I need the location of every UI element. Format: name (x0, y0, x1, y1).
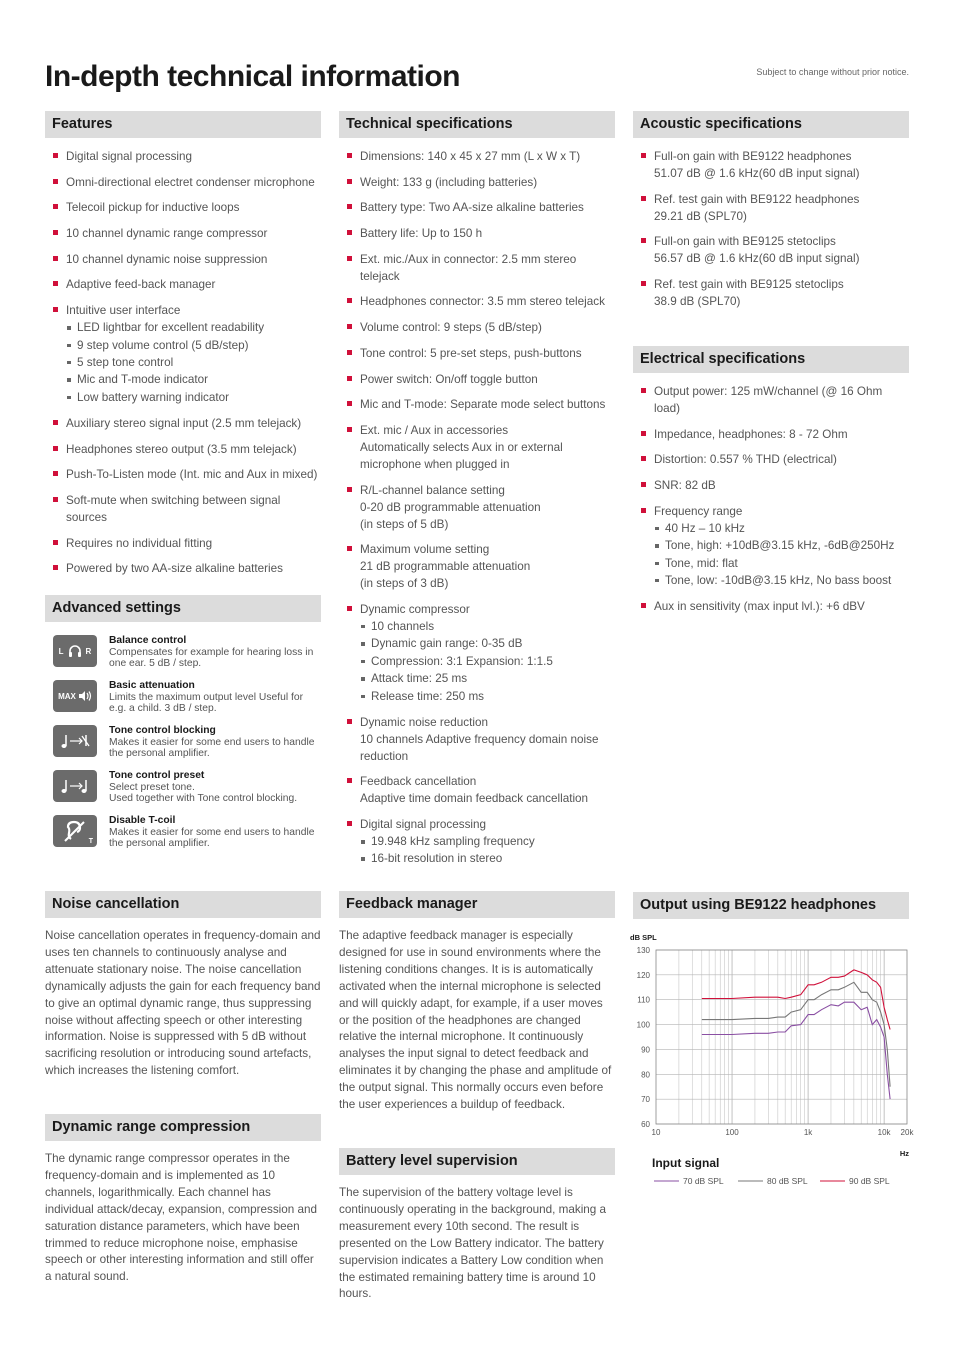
adv-item-attenuation (45, 680, 321, 725)
list-item: Digital signal processing (45, 148, 321, 165)
y-tick-label: 110 (637, 995, 650, 1005)
list-item-label: Intuitive user interface (66, 304, 181, 318)
adv-item-tone-preset (45, 770, 321, 815)
x-tick-label: 10k (877, 1128, 891, 1137)
list-item: SNR: 82 dB (633, 477, 909, 494)
list-item (339, 816, 615, 868)
list-item: Distortion: 0.557 % THD (electrical) (633, 451, 909, 468)
sub-item: 5 step tone control (66, 354, 321, 371)
sub-item: Release time: 250 ms (360, 688, 615, 705)
electrical-heading: Electrical specifications (633, 346, 909, 373)
technical-list (339, 148, 615, 868)
adv-title: Tone control preset (109, 770, 205, 781)
feedback-section (339, 891, 615, 1114)
battery-text: The supervision of the battery voltage level is continuously operating in the background, making a measurement every 10th second. The result is presented on the Low Battery indicator. The battery supervision indicates a Battery Low condition when the estimated remaining battery time is around 10 hours. (339, 1186, 607, 1301)
list-item: Headphones connector: 3.5 mm stereo telejack (339, 293, 615, 310)
noise-heading: Noise cancellation (45, 891, 321, 918)
feedback-text: The adaptive feedback manager is especially designed for use in sound environments where the listening conditions changes. It is is automatically activated when the internal microphone is selected and will quickly adapt, for example, if a user moves or the position of the headphones are changed relative the internal microphone. It continuously analyses the input signal to detect feedback and eliminates it by changing the phase and amplitude of the output signal. This normally occurs even before the user experiences a buildup of feedback. (339, 929, 612, 1112)
list-item: Maximum volume setting 21 dB programmable attenuation (in steps of 3 dB) (339, 541, 615, 592)
adv-item-tcoil (45, 815, 321, 860)
x-tick-label: 1k (803, 1128, 813, 1137)
adv-title: Tone control blocking (109, 725, 216, 736)
y-axis-label: dB SPL (630, 933, 657, 942)
change-notice: Subject to change without prior notice. (756, 67, 909, 77)
dsp-sublist (360, 833, 615, 868)
technical-heading: Technical specifications (339, 111, 615, 138)
freq-sublist (654, 520, 909, 590)
sub-item: LED lightbar for excellent readability (66, 319, 321, 336)
plot-frame (656, 950, 907, 1124)
list-item: Requires no individual fitting (45, 535, 321, 552)
list-item: 10 channel dynamic noise suppression (45, 251, 321, 268)
acoustic-section (633, 111, 909, 319)
adv-desc: Compensates for example for hearing loss in one ear. 5 dB / step. (109, 646, 314, 669)
list-item: Auxiliary stereo signal input (2.5 mm telejack) (45, 415, 321, 432)
sub-item: Mic and T-mode indicator (66, 371, 321, 388)
features-list (45, 148, 321, 577)
list-item: Battery life: Up to 150 h (339, 225, 615, 242)
tone-preset-icon (53, 770, 97, 802)
adv-desc: Limits the maximum output level Useful for e.g. a child. 3 dB / step. (109, 691, 303, 714)
list-item-label: Frequency range (654, 504, 743, 518)
list-item (633, 503, 909, 590)
list-item: Omni-directional electret condenser microphone (45, 174, 321, 191)
list-item: Headphones stereo output (3.5 mm telejack) (45, 441, 321, 458)
tcoil-disable-icon: T (53, 815, 97, 847)
list-item: 10 channel dynamic range compressor (45, 225, 321, 242)
drc-text: The dynamic range compressor operates in the frequency-domain and is implemented as 10 channels, logarithmically. Each channel has individual attack/decay, expansion, compression and saturation distance parameters, which have been trimmed to reduce microphone noise, emphasise speech or other interesting information and still offer a natural sound. (45, 1152, 318, 1284)
output-chart (628, 930, 918, 1200)
list-item: Weight: 133 g (including batteries) (339, 174, 615, 191)
legend-entry: 80 dB SPL (767, 1176, 808, 1186)
ui-sublist (66, 319, 321, 406)
features-heading: Features (45, 111, 321, 138)
list-item: Impedance, headphones: 8 - 72 Ohm (633, 426, 909, 443)
sub-item: Tone, mid: flat (654, 555, 909, 572)
x-tick-label: 100 (725, 1128, 739, 1137)
advanced-heading: Advanced settings (45, 595, 321, 622)
sub-item: 19.948 kHz sampling frequency (360, 833, 615, 850)
series-line-1 (702, 1002, 890, 1099)
max-volume-icon: MAX (53, 680, 97, 712)
y-tick-label: 90 (641, 1045, 650, 1055)
sub-item: 10 channels (360, 618, 615, 635)
list-item: Ref. test gain with BE9122 headphones 29.21 dB (SPL70) (633, 191, 909, 225)
x-axis-label: Hz (899, 1149, 909, 1158)
list-item: Dimensions: 140 x 45 x 27 mm (L x W x T) (339, 148, 615, 165)
battery-section (339, 1148, 615, 1303)
sub-item: 40 Hz – 10 kHz (654, 520, 909, 537)
y-tick-label: 70 (641, 1095, 650, 1105)
sub-item: Attack time: 25 ms (360, 670, 615, 687)
y-tick-label: 60 (641, 1120, 650, 1129)
sub-item: Compression: 3:1 Expansion: 1:1.5 (360, 653, 615, 670)
y-tick-label: 130 (636, 946, 650, 955)
list-item: Ext. mic / Aux in accessories Automatically selects Aux in or external microphone when plugged in (339, 422, 615, 473)
adv-desc: Makes it easier for some end users to handle the personal amplifier. (109, 826, 315, 849)
list-item: Soft-mute when switching between signal sources (45, 492, 321, 526)
list-item: Full-on gain with BE9125 stetoclips 56.57 dB @ 1.6 kHz(60 dB input signal) (633, 233, 909, 267)
list-item: Ext. mic./Aux in connector: 2.5 mm stereo telejack (339, 251, 615, 285)
sub-item: Dynamic gain range: 0-35 dB (360, 635, 615, 652)
x-tick-label: 10 (651, 1128, 661, 1137)
adv-desc: Makes it easier for some end users to handle the personal amplifier. (109, 736, 315, 759)
sub-item: 16-bit resolution in stereo (360, 850, 615, 867)
list-item: Adaptive feed-back manager (45, 276, 321, 293)
list-item: Ref. test gain with BE9125 stetoclips 38.9 dB (SPL70) (633, 276, 909, 310)
chart-svg (628, 930, 918, 1200)
drc-heading: Dynamic range compression (45, 1114, 321, 1141)
noise-text: Noise cancellation operates in frequency-domain and uses ten channels to continuously analyse and attenuate stationary noise. The noise cancellation dynamically adjusts the gain for each frequency band to give an optimal dynamic range, thus suppressing noise without affecting speech or other interesting information. Noise is suppressed with 5 dB without sacrificing resolution or introducing sound artefacts, which increases the listening comfort. (45, 929, 321, 1078)
list-item: Mic and T-mode: Separate mode select buttons (339, 396, 615, 413)
acoustic-list (633, 148, 909, 310)
list-item: Full-on gain with BE9122 headphones 51.07 dB @ 1.6 kHz(60 dB input signal) (633, 148, 909, 182)
adv-title: Basic attenuation (109, 680, 195, 691)
list-item: Tone control: 5 pre-set steps, push-buttons (339, 345, 615, 362)
list-item-label: Digital signal processing (360, 818, 487, 832)
list-item: Push-To-Listen mode (Int. mic and Aux in mixed) (45, 466, 321, 483)
acoustic-heading: Acoustic specifications (633, 111, 909, 138)
y-tick-label: 120 (636, 970, 650, 980)
list-item: Volume control: 9 steps (5 dB/step) (339, 319, 615, 336)
sub-item: Tone, high: +10dB@3.15 kHz, -6dB@250Hz (654, 537, 909, 554)
page-title: In-depth technical information (45, 60, 461, 93)
y-tick-label: 100 (636, 1020, 650, 1030)
list-item: Power switch: On/off toggle button (339, 371, 615, 388)
features-section (45, 111, 321, 586)
technical-section (339, 111, 615, 877)
list-item: Dynamic noise reduction 10 channels Adaptive frequency domain noise reduction (339, 714, 615, 765)
list-item: Output power: 125 mW/channel (@ 16 Ohm load) (633, 383, 909, 417)
headphones-balance-icon: L R (53, 635, 97, 667)
list-item (45, 302, 321, 406)
electrical-list (633, 383, 909, 615)
sub-item: Low battery warning indicator (66, 389, 321, 406)
output-section (633, 892, 909, 919)
adv-desc: Select preset tone. Used together with Tone control blocking. (109, 781, 298, 804)
sub-item: Tone, low: -10dB@3.15 kHz, No bass boost (654, 572, 909, 589)
adv-title: Balance control (109, 635, 187, 646)
sub-item: 9 step volume control (5 dB/step) (66, 337, 321, 354)
electrical-section (633, 346, 909, 624)
list-item: Powered by two AA-size alkaline batteries (45, 560, 321, 577)
list-item-label: Dynamic compressor (360, 602, 470, 616)
list-item (339, 601, 615, 705)
list-item: R/L-channel balance setting 0-20 dB programmable attenuation (in steps of 5 dB) (339, 482, 615, 533)
list-item: Feedback cancellation Adaptive time domain feedback cancellation (339, 773, 615, 807)
battery-heading: Battery level supervision (339, 1148, 615, 1175)
feedback-heading: Feedback manager (339, 891, 615, 918)
drc-section (45, 1114, 321, 1286)
list-item: Battery type: Two AA-size alkaline batteries (339, 199, 615, 216)
output-heading: Output using BE9122 headphones (633, 892, 909, 919)
advanced-section (45, 595, 321, 860)
legend-entry: 70 dB SPL (683, 1176, 724, 1186)
list-item: Telecoil pickup for inductive loops (45, 199, 321, 216)
noise-section (45, 891, 321, 1080)
adv-item-tone-block (45, 725, 321, 770)
legend-entry: 90 dB SPL (849, 1176, 890, 1186)
y-tick-label: 80 (641, 1070, 650, 1080)
list-item: Aux in sensitivity (max input lvl.): +6 dBV (633, 598, 909, 615)
x-tick-label: 20k (900, 1128, 914, 1137)
compressor-sublist (360, 618, 615, 705)
adv-title: Disable T-coil (109, 815, 176, 826)
tone-block-icon (53, 725, 97, 757)
adv-item-balance (45, 635, 321, 680)
legend-title: Input signal (652, 1156, 720, 1170)
